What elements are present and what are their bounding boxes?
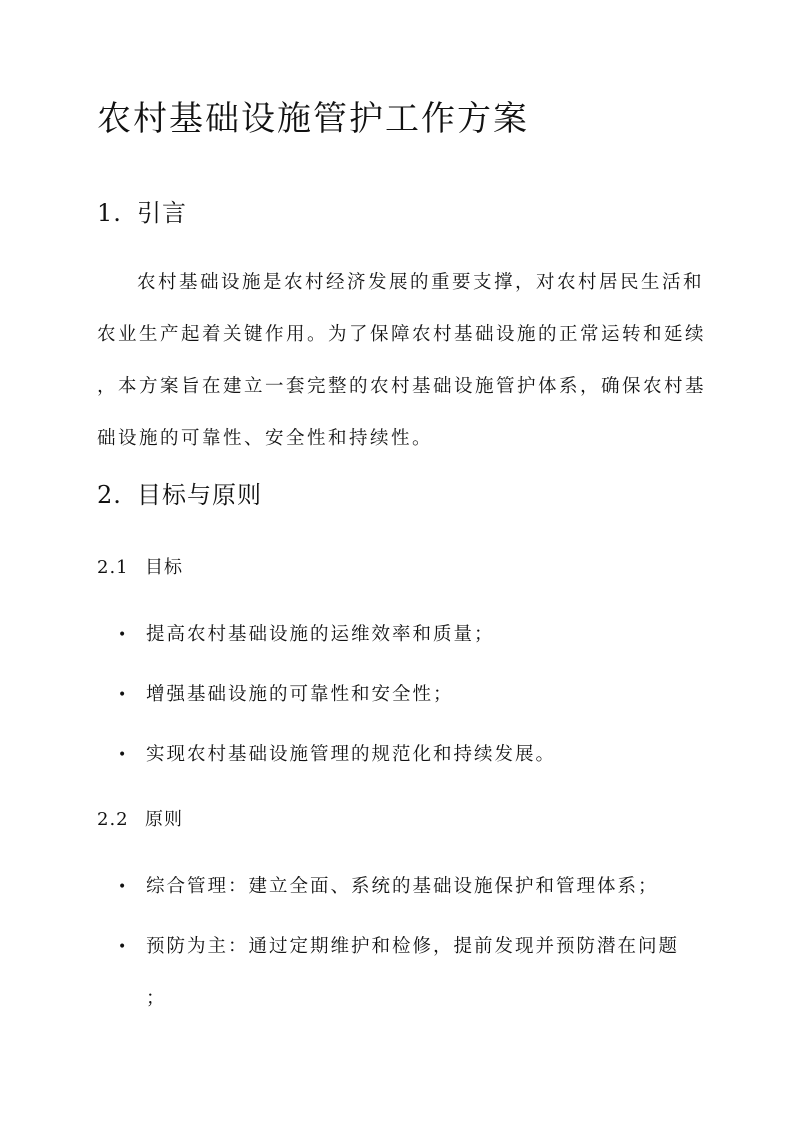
subsection-2-1-number: 2.1 xyxy=(97,557,129,578)
goal-text: 实现农村基础设施管理的规范化和持续发展。 xyxy=(146,744,557,765)
principle-text: 综合管理：建立全面、系统的基础设施保护和管理体系； xyxy=(146,876,659,897)
subsection-2-1-heading xyxy=(97,554,183,582)
subsection-2-2-heading xyxy=(97,806,183,834)
section-1-heading xyxy=(97,196,187,230)
bullet-icon: • xyxy=(118,687,129,703)
principle-list-item xyxy=(118,870,659,904)
section-2-heading xyxy=(97,478,262,512)
principle-text: 预防为主：通过定期维护和检修，提前发现并预防潜在问题 xyxy=(146,936,680,957)
goal-list-item xyxy=(118,618,495,652)
goal-text: 增强基础设施的可靠性和安全性； xyxy=(146,684,454,705)
document-title: 农村基础设施管护工作方案 xyxy=(97,99,529,139)
goal-list-item xyxy=(118,738,556,772)
principle-continuation: ； xyxy=(146,988,165,1009)
bullet-icon: • xyxy=(118,747,129,763)
bullet-icon: • xyxy=(118,627,129,643)
section-1-title: 引言 xyxy=(137,199,187,227)
intro-line: 础设施的可靠性、安全性和持续性。 xyxy=(97,428,434,449)
subsection-2-2-number: 2.2 xyxy=(97,809,129,830)
subsection-2-1-title: 目标 xyxy=(145,557,183,578)
bullet-icon: • xyxy=(118,939,129,955)
principle-list-item xyxy=(118,930,679,964)
goal-list-item xyxy=(118,678,454,712)
section-2-number: 2. xyxy=(97,481,122,509)
intro-paragraph xyxy=(97,266,707,474)
goal-text: 提高农村基础设施的运维效率和质量； xyxy=(146,624,495,645)
section-1-number: 1. xyxy=(97,199,122,227)
bullet-icon: • xyxy=(118,879,129,895)
section-2-title: 目标与原则 xyxy=(137,481,262,509)
intro-line: 农业生产起着关键作用。为了保障农村基础设施的正常运转和延续 xyxy=(97,324,707,345)
subsection-2-2-title: 原则 xyxy=(145,809,183,830)
intro-line: ，本方案旨在建立一套完整的农村基础设施管护体系，确保农村基 xyxy=(97,376,707,397)
intro-line: 农村基础设施是农村经济发展的重要支撑，对农村居民生活和 xyxy=(137,272,705,293)
